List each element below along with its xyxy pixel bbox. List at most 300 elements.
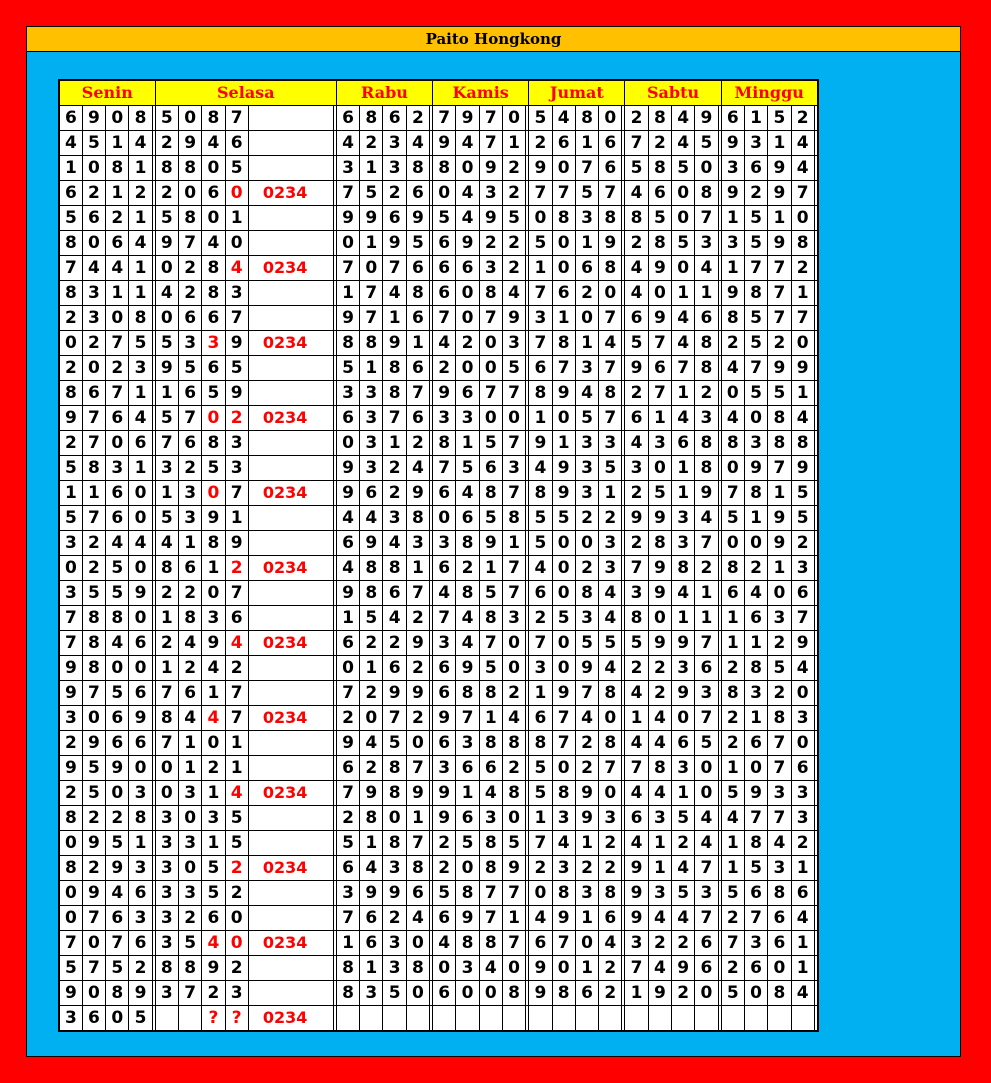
digit-cell: 7 <box>433 306 456 331</box>
digit-cell: 8 <box>129 806 152 831</box>
digit-cell: 0 <box>552 256 575 281</box>
digit-cell: 4 <box>129 131 152 156</box>
digit-cell: 1 <box>383 431 406 456</box>
digit-cell: 9 <box>575 656 598 681</box>
digit-cell: 4 <box>575 381 598 406</box>
digit-cell <box>406 1006 429 1032</box>
digit-cell: 6 <box>648 356 671 381</box>
table-row <box>59 606 818 631</box>
code-cell: 0234 <box>248 256 333 281</box>
digit-cell: 4 <box>791 406 814 431</box>
column-gap <box>814 856 818 881</box>
digit-cell: 9 <box>225 531 248 556</box>
digit-cell: 3 <box>599 556 622 581</box>
digit-cell: 9 <box>360 206 383 231</box>
digit-cell: 1 <box>672 456 695 481</box>
digit-cell: 1 <box>791 281 814 306</box>
digit-cell: 2 <box>383 631 406 656</box>
digit-cell: 3 <box>721 156 744 181</box>
digit-cell: 8 <box>202 256 225 281</box>
digit-cell: 2 <box>625 656 648 681</box>
digit-cell: 2 <box>768 681 791 706</box>
table-row <box>59 856 818 881</box>
digit-cell: 1 <box>202 781 225 806</box>
digit-cell: 7 <box>695 531 718 556</box>
day-header-rabu: Rabu <box>336 80 432 106</box>
digit-cell: 4 <box>625 831 648 856</box>
digit-cell: 6 <box>433 556 456 581</box>
digit-cell: 0 <box>202 206 225 231</box>
digit-cell: 2 <box>129 956 152 981</box>
digit-cell: 4 <box>178 706 201 731</box>
column-gap <box>814 606 818 631</box>
digit-cell: 7 <box>225 706 248 731</box>
digit-cell: 8 <box>202 431 225 456</box>
digit-cell: 3 <box>129 356 152 381</box>
digit-cell: 0 <box>202 406 225 431</box>
digit-cell: 9 <box>625 356 648 381</box>
digit-cell: 5 <box>768 106 791 131</box>
code-cell <box>248 456 333 481</box>
digit-cell: 7 <box>225 106 248 131</box>
digit-cell: 1 <box>552 306 575 331</box>
digit-cell: 2 <box>648 931 671 956</box>
digit-cell: 1 <box>744 631 767 656</box>
digit-cell: 8 <box>360 806 383 831</box>
digit-cell: 9 <box>744 781 767 806</box>
digit-cell: 9 <box>336 581 359 606</box>
digit-cell: 8 <box>721 681 744 706</box>
digit-cell: 1 <box>178 731 201 756</box>
digit-cell: 2 <box>360 756 383 781</box>
digit-cell: 1 <box>575 231 598 256</box>
code-cell <box>248 381 333 406</box>
digit-cell: 1 <box>129 831 152 856</box>
digit-cell: 4 <box>406 456 429 481</box>
digit-cell: 6 <box>599 906 622 931</box>
digit-cell: 5 <box>82 781 105 806</box>
digit-cell: 2 <box>59 781 82 806</box>
digit-cell: 2 <box>599 981 622 1006</box>
digit-cell: 5 <box>791 481 814 506</box>
code-cell: 0234 <box>248 331 333 356</box>
digit-cell: 3 <box>129 906 152 931</box>
digit-cell: 3 <box>82 306 105 331</box>
digit-cell: 8 <box>202 106 225 131</box>
digit-cell: 2 <box>82 181 105 206</box>
digit-cell: 4 <box>599 331 622 356</box>
digit-cell: 8 <box>552 881 575 906</box>
digit-cell: 7 <box>479 131 502 156</box>
digit-cell: 9 <box>479 531 502 556</box>
code-cell: 0234 <box>248 781 333 806</box>
digit-cell: 2 <box>202 981 225 1006</box>
digit-cell: 5 <box>575 181 598 206</box>
digit-cell: 7 <box>502 431 525 456</box>
digit-cell: 7 <box>502 931 525 956</box>
digit-cell: 6 <box>178 381 201 406</box>
digit-cell: 6 <box>202 306 225 331</box>
column-gap <box>814 806 818 831</box>
digit-cell: 7 <box>336 681 359 706</box>
digit-cell: 0 <box>202 581 225 606</box>
digit-cell: 1 <box>129 381 152 406</box>
digit-cell: 3 <box>225 431 248 456</box>
digit-cell: 5 <box>225 831 248 856</box>
digit-cell: 4 <box>599 606 622 631</box>
digit-cell: 8 <box>59 231 82 256</box>
digit-cell: 5 <box>106 956 129 981</box>
digit-cell: 1 <box>129 206 152 231</box>
digit-cell: 0 <box>433 506 456 531</box>
digit-cell: 2 <box>721 906 744 931</box>
digit-cell: 1 <box>360 156 383 181</box>
digit-cell: 3 <box>625 581 648 606</box>
digit-cell: 4 <box>721 406 744 431</box>
digit-cell: 3 <box>575 881 598 906</box>
digit-cell: 8 <box>433 156 456 181</box>
digit-cell: 7 <box>433 456 456 481</box>
digit-cell: 1 <box>529 406 552 431</box>
digit-cell: 1 <box>791 931 814 956</box>
table-row <box>59 131 818 156</box>
digit-cell: 7 <box>479 381 502 406</box>
column-gap <box>814 181 818 206</box>
digit-cell: 2 <box>744 556 767 581</box>
digit-cell: 1 <box>721 856 744 881</box>
digit-cell: 5 <box>695 731 718 756</box>
digit-cell: 2 <box>648 131 671 156</box>
digit-cell: 9 <box>383 231 406 256</box>
digit-cell: 3 <box>791 781 814 806</box>
digit-cell: 2 <box>59 306 82 331</box>
digit-cell: 7 <box>529 631 552 656</box>
digit-cell: 1 <box>406 556 429 581</box>
digit-cell: 3 <box>155 831 178 856</box>
digit-cell: 7 <box>575 681 598 706</box>
digit-cell: 5 <box>479 581 502 606</box>
digit-cell: 5 <box>456 831 479 856</box>
digit-cell: 9 <box>106 856 129 881</box>
digit-cell: 4 <box>599 581 622 606</box>
digit-cell: 9 <box>433 781 456 806</box>
digit-cell: 8 <box>456 531 479 556</box>
digit-cell: 0 <box>178 856 201 881</box>
digit-cell: 7 <box>695 856 718 881</box>
digit-cell: 7 <box>406 381 429 406</box>
digit-cell: 6 <box>721 581 744 606</box>
digit-cell: 1 <box>768 131 791 156</box>
digit-cell: 3 <box>59 581 82 606</box>
digit-cell: 1 <box>791 956 814 981</box>
digit-cell: 0 <box>129 506 152 531</box>
digit-cell: 0 <box>406 981 429 1006</box>
digit-cell: 0 <box>672 181 695 206</box>
digit-cell: 3 <box>502 331 525 356</box>
column-gap <box>814 581 818 606</box>
digit-cell: 6 <box>202 356 225 381</box>
day-header-jumat: Jumat <box>529 80 625 106</box>
digit-cell: 9 <box>721 181 744 206</box>
digit-cell: 3 <box>155 931 178 956</box>
digit-cell: 6 <box>225 606 248 631</box>
column-gap <box>814 156 818 181</box>
digit-cell: 5 <box>82 131 105 156</box>
digit-cell: 2 <box>529 131 552 156</box>
digit-cell: 4 <box>529 556 552 581</box>
digit-cell: 2 <box>625 531 648 556</box>
digit-cell: 7 <box>106 331 129 356</box>
digit-cell: 6 <box>433 981 456 1006</box>
digit-cell: 0 <box>502 806 525 831</box>
digit-cell: 9 <box>129 706 152 731</box>
digit-cell: 4 <box>456 131 479 156</box>
digit-cell: 0 <box>744 531 767 556</box>
digit-cell: 0 <box>648 456 671 481</box>
day-header-sabtu: Sabtu <box>625 80 721 106</box>
digit-cell: 8 <box>721 431 744 456</box>
digit-cell: 5 <box>529 106 552 131</box>
digit-cell: 8 <box>178 206 201 231</box>
digit-cell: 3 <box>129 781 152 806</box>
digit-cell: 5 <box>360 606 383 631</box>
digit-cell: 0 <box>695 756 718 781</box>
digit-cell: 3 <box>360 431 383 456</box>
digit-cell: 5 <box>552 606 575 631</box>
table-row <box>59 481 818 506</box>
column-gap <box>814 531 818 556</box>
digit-cell: 3 <box>648 431 671 456</box>
digit-cell: 6 <box>768 906 791 931</box>
digit-cell: 7 <box>768 806 791 831</box>
digit-cell: 3 <box>383 956 406 981</box>
digit-cell: 1 <box>648 831 671 856</box>
digit-cell: 3 <box>529 656 552 681</box>
digit-cell: 7 <box>225 481 248 506</box>
digit-cell: 0 <box>360 256 383 281</box>
digit-cell: 9 <box>529 431 552 456</box>
digit-cell: 7 <box>744 906 767 931</box>
digit-cell: 2 <box>336 706 359 731</box>
digit-cell: 8 <box>155 956 178 981</box>
digit-cell: 3 <box>625 456 648 481</box>
digit-cell: 9 <box>552 481 575 506</box>
digit-cell: 2 <box>672 981 695 1006</box>
digit-cell: 0 <box>672 706 695 731</box>
digit-cell: 1 <box>744 106 767 131</box>
digit-cell: 9 <box>625 906 648 931</box>
digit-cell: 0 <box>82 981 105 1006</box>
digit-cell: 1 <box>625 981 648 1006</box>
digit-cell: 9 <box>552 456 575 481</box>
code-cell <box>248 306 333 331</box>
digit-cell: 8 <box>744 656 767 681</box>
digit-cell: 6 <box>106 706 129 731</box>
digit-cell: 8 <box>406 156 429 181</box>
digit-cell: 4 <box>529 456 552 481</box>
digit-cell: 1 <box>672 606 695 631</box>
digit-cell: 6 <box>82 206 105 231</box>
digit-cell: 1 <box>106 281 129 306</box>
digit-cell: 9 <box>82 831 105 856</box>
digit-cell: 7 <box>479 631 502 656</box>
digit-cell: 7 <box>456 706 479 731</box>
digit-cell: 6 <box>599 156 622 181</box>
digit-cell: 6 <box>360 481 383 506</box>
digit-cell: 7 <box>648 331 671 356</box>
digit-cell: 5 <box>360 181 383 206</box>
digit-cell: 3 <box>625 931 648 956</box>
digit-cell <box>744 1006 767 1032</box>
digit-cell: 5 <box>648 206 671 231</box>
digit-cell: 4 <box>768 831 791 856</box>
digit-cell: 7 <box>155 731 178 756</box>
digit-cell: 8 <box>625 206 648 231</box>
digit-cell <box>502 1006 525 1032</box>
digit-cell: 6 <box>529 931 552 956</box>
column-gap <box>814 256 818 281</box>
digit-cell: 7 <box>599 406 622 431</box>
digit-cell: 6 <box>336 406 359 431</box>
digit-cell: 6 <box>129 681 152 706</box>
digit-cell: 2 <box>599 831 622 856</box>
digit-cell: 6 <box>695 656 718 681</box>
digit-cell: 3 <box>721 231 744 256</box>
digit-cell: 4 <box>552 106 575 131</box>
digit-cell: 2 <box>155 581 178 606</box>
digit-cell: 4 <box>695 256 718 281</box>
digit-cell: 2 <box>406 431 429 456</box>
code-cell <box>248 231 333 256</box>
digit-cell: 6 <box>672 731 695 756</box>
digit-cell: 1 <box>202 681 225 706</box>
digit-cell: 0 <box>59 331 82 356</box>
digit-cell: 2 <box>502 756 525 781</box>
digit-cell: 0 <box>433 181 456 206</box>
digit-cell <box>599 1006 622 1032</box>
digit-cell: 9 <box>552 381 575 406</box>
digit-cell: 8 <box>502 981 525 1006</box>
digit-cell: 4 <box>433 331 456 356</box>
digit-cell: 7 <box>695 631 718 656</box>
digit-cell: 4 <box>456 481 479 506</box>
digit-cell: 4 <box>791 981 814 1006</box>
digit-cell: 0 <box>456 981 479 1006</box>
table-row <box>59 556 818 581</box>
digit-cell: 6 <box>791 881 814 906</box>
digit-cell: 5 <box>672 881 695 906</box>
digit-cell: 6 <box>433 656 456 681</box>
digit-cell: 5 <box>479 431 502 456</box>
digit-cell: 5 <box>648 481 671 506</box>
digit-cell: 4 <box>106 631 129 656</box>
digit-cell: 0 <box>575 306 598 331</box>
digit-cell: 3 <box>552 806 575 831</box>
digit-cell: 0 <box>129 481 152 506</box>
digit-cell: 7 <box>502 481 525 506</box>
digit-cell: 2 <box>383 906 406 931</box>
digit-cell: 3 <box>360 381 383 406</box>
digit-cell: 8 <box>383 756 406 781</box>
table-row <box>59 581 818 606</box>
digit-cell: 3 <box>672 531 695 556</box>
digit-cell: 5 <box>529 756 552 781</box>
digit-cell: 3 <box>648 806 671 831</box>
digit-cell: 2 <box>721 706 744 731</box>
digit-cell: 0 <box>695 981 718 1006</box>
digit-cell: 8 <box>479 281 502 306</box>
digit-cell: 0 <box>529 881 552 906</box>
digit-cell: 7 <box>575 156 598 181</box>
digit-cell: 0 <box>225 231 248 256</box>
digit-cell: 3 <box>155 981 178 1006</box>
digit-cell: 9 <box>82 881 105 906</box>
digit-cell: 2 <box>695 556 718 581</box>
digit-cell: 2 <box>225 556 248 581</box>
digit-cell: 0 <box>59 831 82 856</box>
digit-cell: 8 <box>406 956 429 981</box>
digit-cell: 4 <box>599 656 622 681</box>
column-gap <box>814 631 818 656</box>
digit-cell: 1 <box>695 606 718 631</box>
digit-cell: 6 <box>59 106 82 131</box>
digit-cell: 7 <box>768 306 791 331</box>
digit-cell: 0 <box>155 781 178 806</box>
digit-cell: 9 <box>552 906 575 931</box>
digit-cell: 7 <box>552 731 575 756</box>
digit-cell: 1 <box>672 781 695 806</box>
digit-cell: 6 <box>106 481 129 506</box>
digit-cell: 7 <box>406 756 429 781</box>
code-cell: 0234 <box>248 406 333 431</box>
digit-cell <box>336 1006 359 1032</box>
digit-cell: 3 <box>336 881 359 906</box>
digit-cell: 3 <box>433 631 456 656</box>
digit-cell: 1 <box>106 181 129 206</box>
code-cell: 0234 <box>248 856 333 881</box>
digit-cell: 8 <box>768 706 791 731</box>
digit-cell: 6 <box>433 281 456 306</box>
digit-cell: 0 <box>456 306 479 331</box>
digit-cell: 1 <box>599 481 622 506</box>
digit-cell: 4 <box>648 731 671 756</box>
digit-cell: 4 <box>106 881 129 906</box>
digit-cell: 1 <box>155 481 178 506</box>
digit-cell: 5 <box>129 1006 152 1032</box>
digit-cell: 5 <box>744 306 767 331</box>
digit-cell: 8 <box>648 756 671 781</box>
digit-cell: 6 <box>433 231 456 256</box>
digit-cell: 8 <box>106 606 129 631</box>
digit-cell: 7 <box>82 681 105 706</box>
digit-cell: 8 <box>721 306 744 331</box>
digit-cell: 9 <box>59 681 82 706</box>
digit-cell: 1 <box>791 856 814 881</box>
digit-cell: 2 <box>106 206 129 231</box>
digit-cell: 5 <box>768 381 791 406</box>
digit-cell: 8 <box>406 856 429 881</box>
digit-cell: 7 <box>768 731 791 756</box>
digit-cell: 0 <box>575 531 598 556</box>
digit-cell: 0 <box>406 931 429 956</box>
digit-cell: 4 <box>225 781 248 806</box>
column-gap <box>814 281 818 306</box>
digit-cell: 5 <box>202 881 225 906</box>
code-cell <box>248 281 333 306</box>
digit-cell: 7 <box>155 431 178 456</box>
digit-cell: 3 <box>744 681 767 706</box>
digit-cell: 0 <box>768 956 791 981</box>
